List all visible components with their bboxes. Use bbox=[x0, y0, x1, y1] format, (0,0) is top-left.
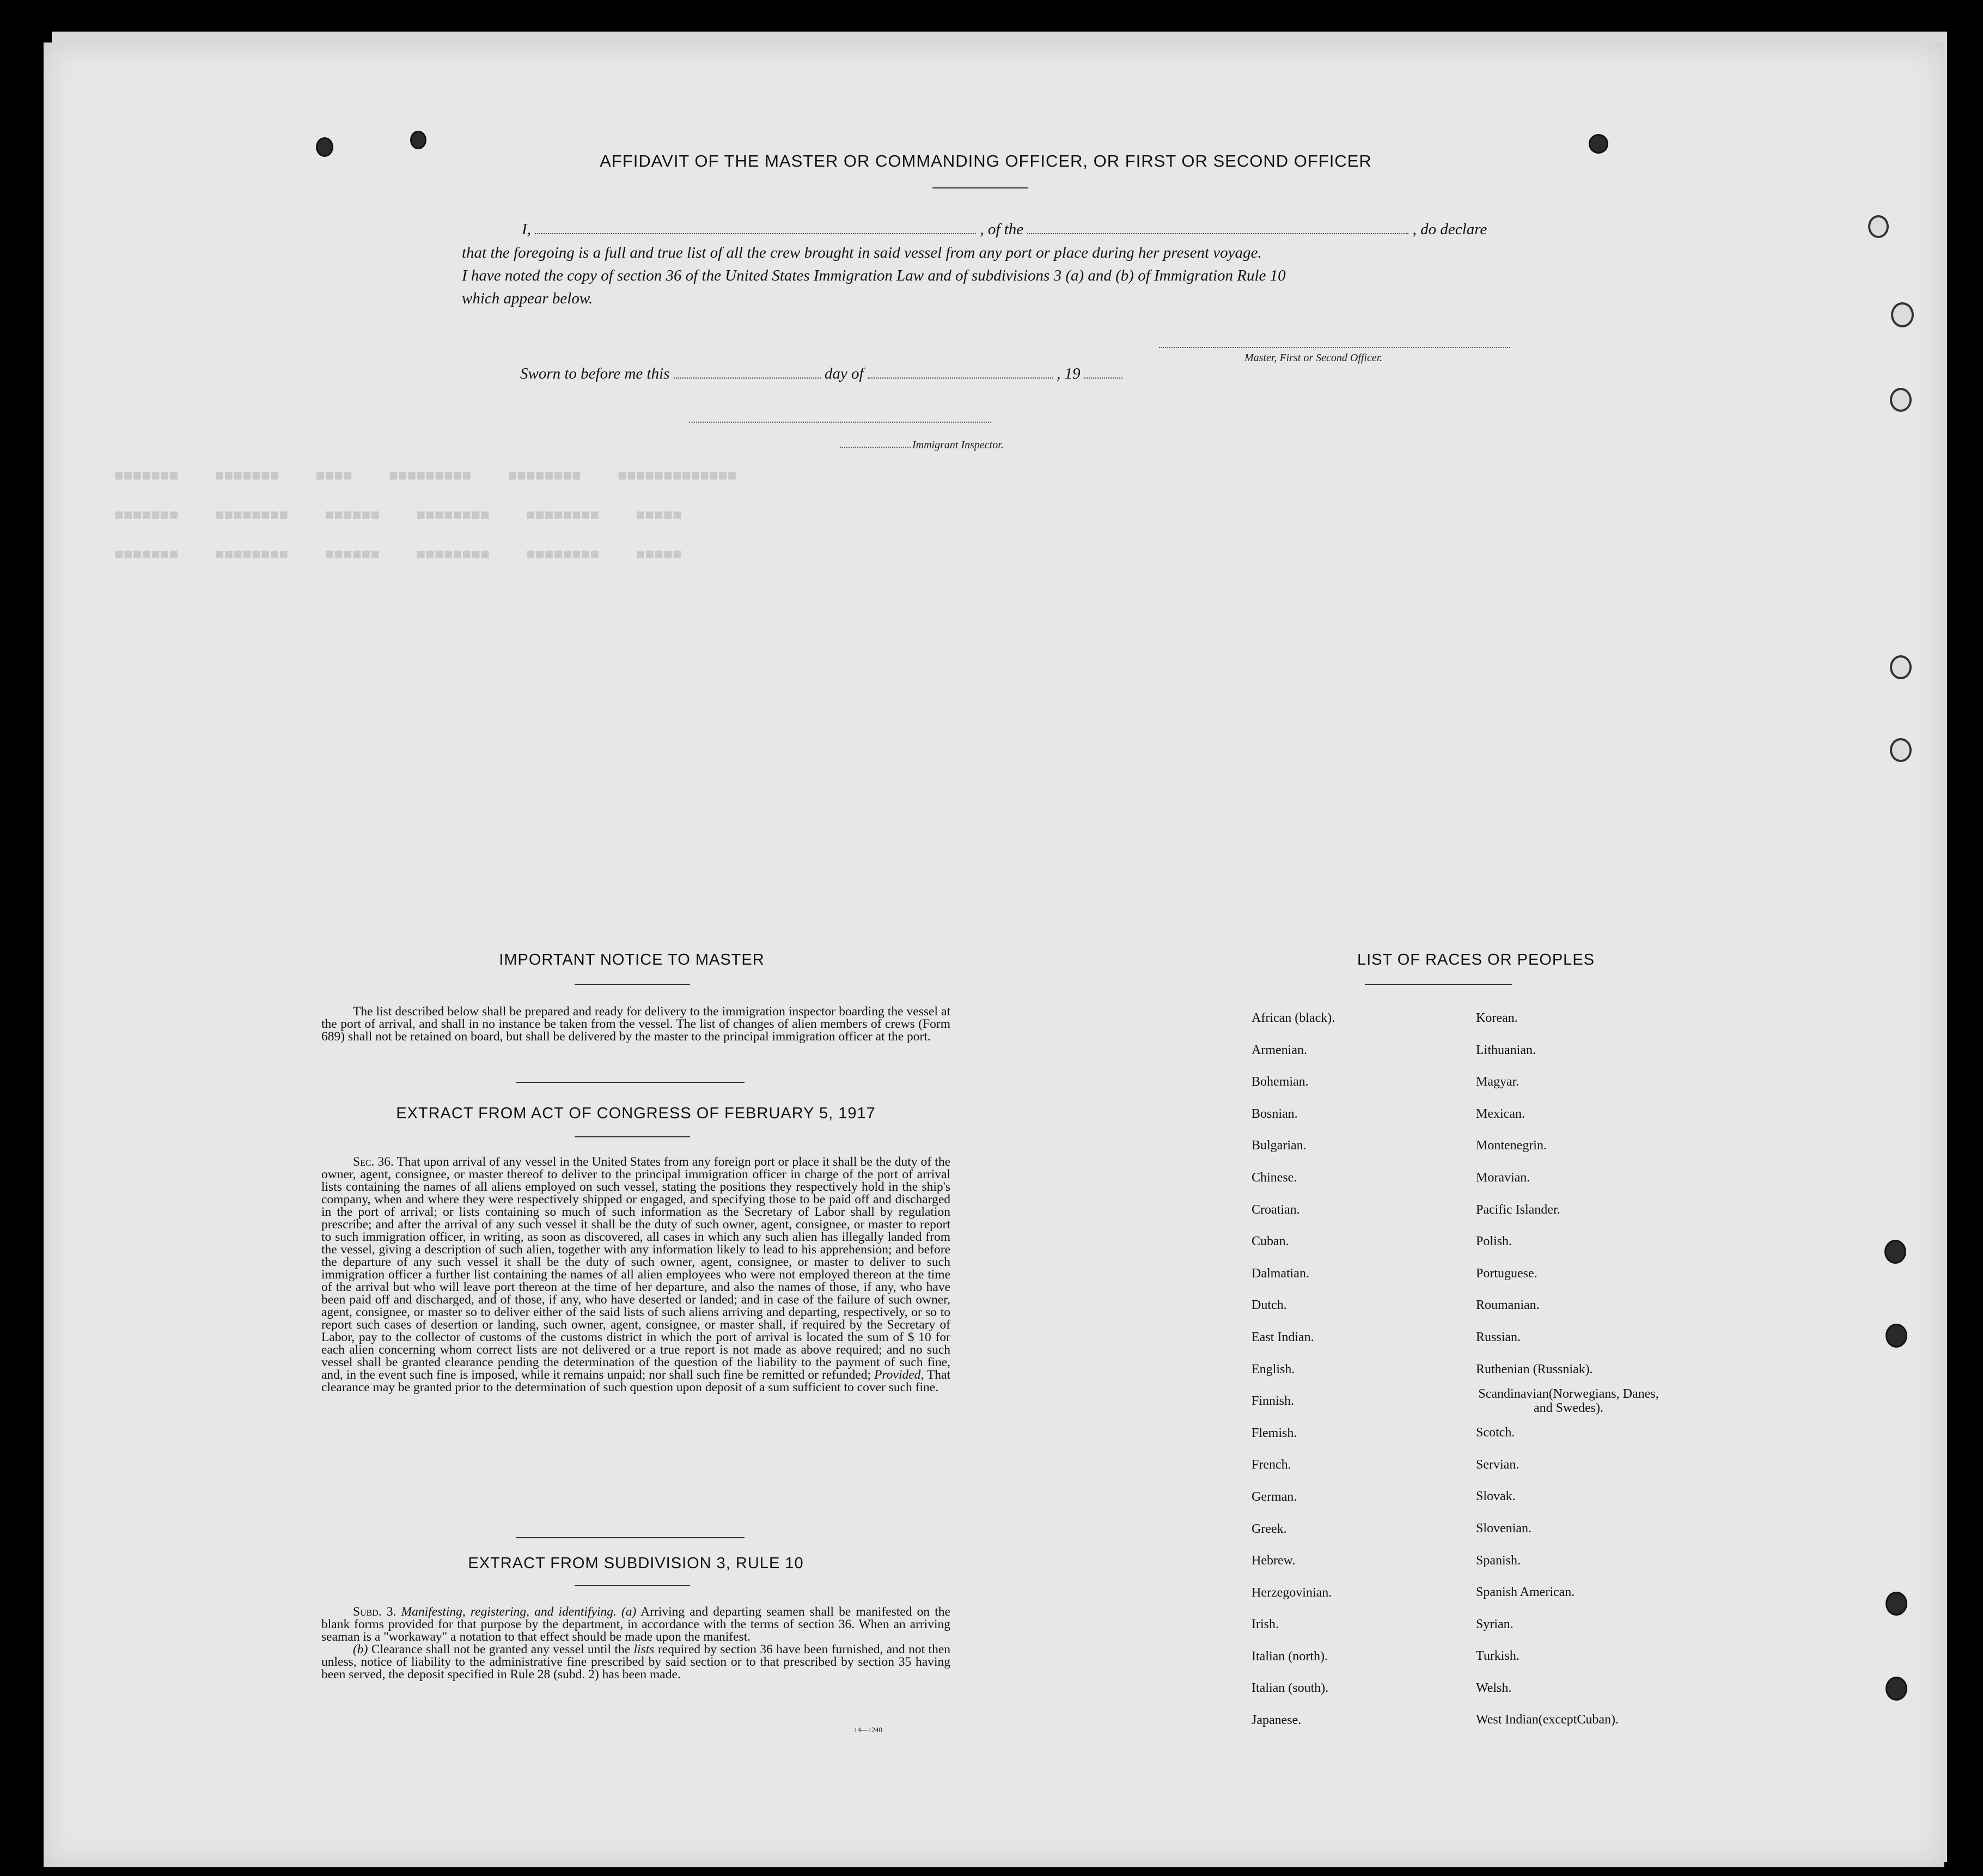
rule10-a: (a) bbox=[621, 1605, 637, 1619]
race-item: Ruthenian (Russniak). bbox=[1476, 1362, 1593, 1376]
race-item: Bohemian. bbox=[1252, 1075, 1309, 1089]
race-item: Turkish. bbox=[1476, 1649, 1520, 1664]
rule10-a-text: Arriving and departing seamen shall be manifested on the blank forms provided for that purpose by the department, in accordance with the terms of section 36. When an arriving seaman is a "workaway" a notation to that effect should be made upon the manifest. bbox=[321, 1605, 950, 1644]
master-signature-label: Master, First or Second Officer. bbox=[1244, 352, 1383, 364]
inspector-signature-line[interactable] bbox=[689, 422, 991, 423]
affidavit-of-the: , of the bbox=[980, 221, 1024, 238]
race-item: Korean. bbox=[1476, 1011, 1518, 1025]
rule10-b-text-1: Clearance shall not be granted any vessel until the bbox=[371, 1642, 631, 1656]
affidavit-declare: , do declare bbox=[1412, 221, 1487, 238]
section-divider bbox=[516, 1082, 745, 1083]
act-sec-label: Sec. 36. bbox=[353, 1155, 394, 1169]
races-right-column bbox=[1476, 1002, 1661, 1736]
act-body: That upon arrival of any vessel in the United States from any foreign port or place it shall be the duty of the owner, agent, consignee, or master thereof to deliver to the principal immigration officer in charge of the port of arrival lists containing the names of all aliens employed on such vessel, stating the positions they respectively hold in the ship's company, when and where they were respectively shipped or engaged, and specifying those to be paid off and discharged in the port of arrival; or lists containing so much of such information as the Secretary of Labor shall by regulation prescribe; and after the arrival of any such vessel it shall be the duty of such owner, agent, consignee, or master to report to such immigration officer, in writing, as soon as discovered, all cases in which any such alien has illegally landed from the vessel, giving a description of such alien, together with any information likely to lead to his apprehension; and before the departure of any such vessel it shall be the duty of such owner, agent, consignee, or master to deliver to such immigration officer a further list containing the names of all alien employees who were not employed thereon at the time of the arrival but who will leave port thereon at the time of her departure, and also the names of those, if any, who have been paid off and discharged, and of those, if any, who have deserted or landed; and in case of the failure of such owner, agent, consignee, or master so to deliver either of the said lists of such aliens arriving and departing, respectively, or so to report such cases of desertion or landing, such owner, agent, consignee, or master shall, if required by the Secretary of Labor, pay to the collector of customs of the customs district in which the port of arrival is located the sum of $ 10 for each alien concerning whom correct lists are not delivered or a true report is not made as above required; and no such vessel shall be granted clearance pending the determination of the question of the liability to the payment of such fine, and, in the event such fine is imposed, while it remains unpaid; nor shall such fine be remitted or refunded; bbox=[321, 1155, 951, 1382]
notice-text bbox=[321, 1006, 950, 1043]
race-item: Dalmatian. bbox=[1252, 1266, 1309, 1281]
notice-paragraph: The list described below shall be prepared and ready for delivery to the immigration inspector boarding the vessel at the port of arrival, and shall in no instance be taken from the vessel. The list of changes of alien members of crews (Form 689) shall not be retained on board, but shall be delivered by the master to the principal immigration officer at the port. bbox=[321, 1004, 950, 1044]
rule10-b-text-2: required by section 36 have been furnished, and not then unless, notice of liability to the administrative fine prescribed by said section or to that prescribed by section 35 having been served, the deposit specified in Rule 28 (subd. 2) has been made. bbox=[321, 1642, 951, 1682]
race-item: Greek. bbox=[1252, 1521, 1287, 1536]
punch-hole bbox=[1884, 1240, 1906, 1264]
races-title: LIST OF RACES OR PEOPLES bbox=[1357, 951, 1595, 969]
rule10-title: EXTRACT FROM SUBDIVISION 3, RULE 10 bbox=[468, 1555, 804, 1572]
race-item: Bulgarian. bbox=[1252, 1138, 1307, 1153]
race-item: Syrian. bbox=[1476, 1617, 1514, 1631]
punch-hole bbox=[1891, 302, 1914, 327]
race-item: Spanish. bbox=[1476, 1553, 1521, 1568]
race-item: African (black). bbox=[1252, 1011, 1335, 1025]
punch-hole bbox=[1890, 738, 1912, 762]
rule10-b: (b) bbox=[353, 1642, 368, 1656]
sworn-month-field[interactable] bbox=[868, 368, 1053, 379]
notice-title-rule bbox=[575, 984, 690, 985]
rule10-heading: Manifesting, registering, and identifying. bbox=[401, 1605, 617, 1619]
officer-name-field[interactable] bbox=[535, 223, 976, 234]
year-prefix: , 19 bbox=[1057, 365, 1081, 382]
form-print-code: 14—1240 bbox=[854, 1726, 882, 1734]
race-item: Montenegrin. bbox=[1476, 1138, 1547, 1153]
race-item: West Indian(exceptCuban). bbox=[1476, 1713, 1619, 1727]
rule10-title-rule bbox=[575, 1585, 690, 1586]
race-item: Irish. bbox=[1252, 1617, 1279, 1632]
race-item: Roumanian. bbox=[1476, 1298, 1540, 1313]
affidavit-line-2: that the foregoing is a full and true list of all the crew brought in said vessel from any port or place during her present voyage. bbox=[462, 244, 1262, 261]
race-item: Scotch. bbox=[1476, 1426, 1515, 1440]
punch-hole bbox=[1886, 1324, 1907, 1348]
race-item: Russian. bbox=[1476, 1330, 1521, 1344]
race-item: Cuban. bbox=[1252, 1234, 1289, 1249]
race-item: Scandinavian(Norwegians, Danes, and Swedes). bbox=[1478, 1387, 1659, 1416]
race-item: French. bbox=[1252, 1458, 1291, 1472]
race-item: Japanese. bbox=[1252, 1713, 1302, 1728]
act-body-2: That clearance may be granted prior to the determination of such question upon deposit of a sum sufficient to cover such fine. bbox=[321, 1368, 951, 1394]
sworn-line bbox=[520, 365, 1122, 383]
show-through-texture: ■■■■■■■ ■■■■■■■ ■■■■ ■■■■■■■■■ ■■■■■■■■ ■■■■■■■■■■■■■ ■■■■■■■ ■■■■■■■■ ■■■■■■ ■■■■■■■■ ■■■■■■■■ ■■■■■ ■■■■■■■ ■■■■■■■■ ■■■■■■ ■■■■■■■■ ■■■■■■■■ ■■■■■ bbox=[114, 468, 737, 564]
punch-hole bbox=[1868, 215, 1889, 238]
act-paragraph bbox=[321, 1156, 950, 1394]
punch-hole bbox=[410, 131, 426, 149]
race-item: Welsh. bbox=[1476, 1680, 1512, 1695]
inspector-signature-label: Immigrant Inspector. bbox=[912, 439, 1004, 451]
race-item: Chinese. bbox=[1252, 1170, 1297, 1185]
rule10-subd: Subd. 3. bbox=[353, 1605, 396, 1619]
race-item: Armenian. bbox=[1252, 1043, 1307, 1057]
sworn-year-field[interactable] bbox=[1084, 368, 1122, 379]
punch-hole bbox=[1890, 655, 1912, 679]
race-item: Flemish. bbox=[1252, 1426, 1297, 1440]
rule10-paragraph-a bbox=[321, 1606, 950, 1643]
punch-hole bbox=[316, 137, 333, 157]
race-item: Dutch. bbox=[1252, 1298, 1287, 1313]
race-item: German. bbox=[1252, 1489, 1297, 1504]
race-item: Italian (north). bbox=[1252, 1649, 1328, 1664]
notice-title: IMPORTANT NOTICE TO MASTER bbox=[499, 951, 765, 969]
punch-hole bbox=[1890, 388, 1912, 412]
affidavit-line-3: I have noted the copy of section 36 of the United States Immigration Law and of subdivisions 3 (a) and (b) of Immigration Rule 10 bbox=[462, 267, 1286, 284]
day-of-text: day of bbox=[824, 365, 864, 382]
race-item: Moravian. bbox=[1476, 1170, 1530, 1185]
sworn-text: Sworn to before me this bbox=[520, 365, 670, 382]
race-item: Finnish. bbox=[1252, 1394, 1295, 1409]
title-rule bbox=[932, 187, 1028, 188]
races-title-rule bbox=[1365, 984, 1512, 985]
rule10-paragraph-b bbox=[321, 1643, 950, 1681]
race-item: Italian (south). bbox=[1252, 1681, 1329, 1696]
section-divider bbox=[516, 1537, 745, 1538]
race-item: Slovak. bbox=[1476, 1489, 1516, 1504]
affidavit-title: AFFIDAVIT OF THE MASTER OR COMMANDING OFFICER, OR FIRST OR SECOND OFFICER bbox=[600, 151, 1372, 170]
race-item: Polish. bbox=[1476, 1234, 1512, 1249]
race-item: Pacific Islander. bbox=[1476, 1202, 1560, 1217]
race-item: Magyar. bbox=[1476, 1075, 1520, 1089]
act-text bbox=[321, 1156, 950, 1394]
race-item: Mexican. bbox=[1476, 1106, 1525, 1121]
race-item: Slovenian. bbox=[1476, 1521, 1532, 1536]
punch-hole bbox=[1886, 1592, 1907, 1616]
inspector-label-dots bbox=[840, 447, 911, 448]
rule10-text bbox=[321, 1606, 950, 1681]
race-item: Servian. bbox=[1476, 1457, 1520, 1472]
race-item: Croatian. bbox=[1252, 1202, 1300, 1217]
race-item: Spanish American. bbox=[1476, 1585, 1575, 1600]
race-item: Herzegovinian. bbox=[1252, 1585, 1332, 1600]
master-signature-line[interactable] bbox=[1159, 347, 1510, 348]
races-left-column bbox=[1252, 1002, 1335, 1737]
punch-hole bbox=[1589, 134, 1608, 154]
rule10-b-lists: lists bbox=[633, 1642, 655, 1656]
affidavit-i: I, bbox=[522, 221, 531, 238]
race-item: English. bbox=[1252, 1362, 1295, 1376]
race-item: Bosnian. bbox=[1252, 1106, 1298, 1121]
affidavit-line-1 bbox=[462, 221, 1487, 239]
affidavit-line-4: which appear below. bbox=[462, 290, 593, 307]
act-title-rule bbox=[575, 1136, 690, 1137]
race-item: Lithuanian. bbox=[1476, 1043, 1536, 1057]
sworn-day-field[interactable] bbox=[674, 368, 821, 379]
act-title: EXTRACT FROM ACT OF CONGRESS OF FEBRUARY 5, 1917 bbox=[396, 1105, 876, 1122]
vessel-name-field[interactable] bbox=[1027, 223, 1408, 234]
punch-hole bbox=[1886, 1677, 1907, 1701]
act-provided: Provided, bbox=[874, 1368, 924, 1382]
race-item: East Indian. bbox=[1252, 1330, 1314, 1344]
race-item: Portuguese. bbox=[1476, 1266, 1537, 1281]
race-item: Hebrew. bbox=[1252, 1554, 1296, 1568]
